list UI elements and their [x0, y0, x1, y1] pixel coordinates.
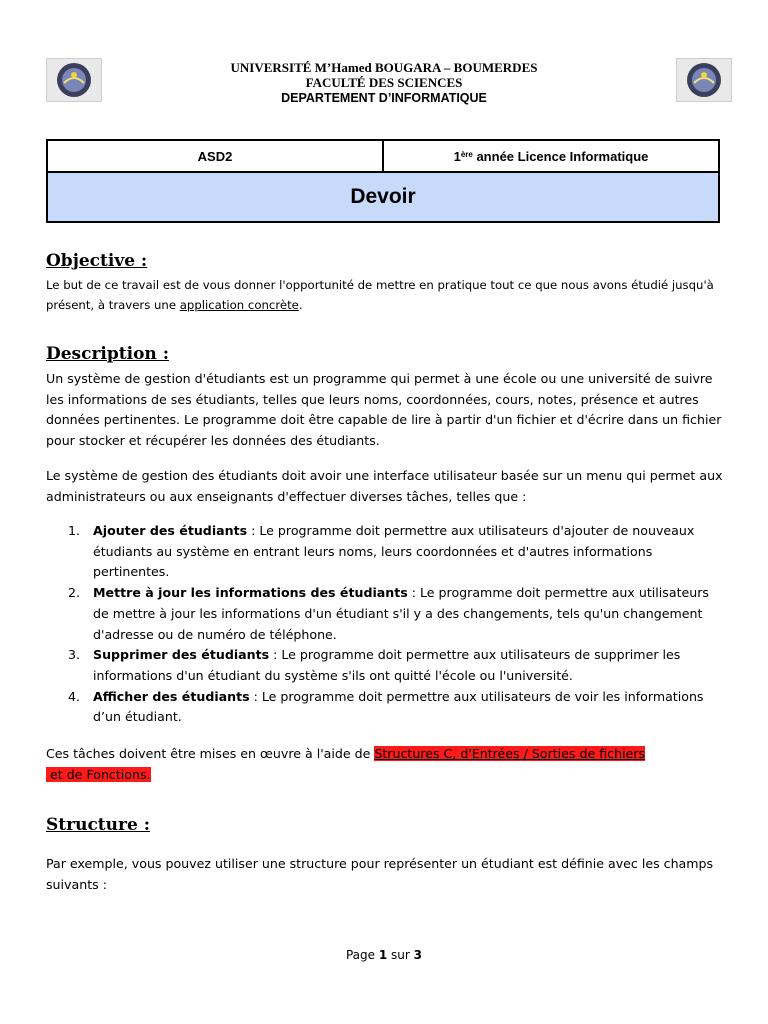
- description-paragraph-3: [46, 744, 726, 785]
- list-item-text: : Le programme doit permettre aux utilisateurs de supprimer les informations d'un étudiant du système s'ils ont quitté l'école ou l'université.: [93, 647, 681, 683]
- task-list: [46, 521, 726, 728]
- page-of-label: sur: [387, 948, 414, 962]
- objective-text: Le but de ce travail est de vous donner l'opportunité de mettre en pratique tout ce que nous avons étudié jusqu'à présent, à travers une: [46, 278, 714, 312]
- list-item-text: : Le programme doit permettre aux utilisateurs d'ajouter de nouveaux étudiants au système en entrant leurs noms, leurs coordonnées et d'autres informations pertinentes.: [93, 523, 695, 580]
- list-item-text: : Le programme doit permettre aux utilisateurs de voir les informations d’un étudiant.: [93, 688, 704, 725]
- page-footer: [0, 948, 768, 962]
- year-rest: année Licence Informatique: [472, 148, 649, 164]
- course-year: [384, 141, 718, 171]
- page-label: Page: [345, 948, 379, 962]
- highlighted-connector: et de: [46, 766, 87, 782]
- list-number: 4.: [68, 688, 81, 704]
- paragraph-text: Ces tâches doivent être mises en œuvre à l'aide de: [46, 746, 375, 761]
- year-number: 1: [453, 148, 461, 164]
- highlighted-structures: Structures C, d'Entrées / Sorties de fichiers: [374, 746, 646, 761]
- list-item: [46, 645, 726, 686]
- page-number: 1: [378, 948, 388, 962]
- course-code: ASD2: [48, 141, 384, 171]
- list-item-title: Afficher des étudiants: [93, 688, 250, 704]
- university-name: UNIVERSITÉ M’Hamed BOUGARA – BOUMERDES: [230, 60, 538, 75]
- page-total: 3: [413, 948, 422, 962]
- list-item-title: Mettre à jour les informations des étudiants: [93, 585, 408, 601]
- course-info-table: [46, 139, 720, 223]
- list-item: [46, 521, 726, 583]
- objective-link: application concrète: [179, 298, 299, 312]
- list-item-title: Supprimer des étudiants: [93, 647, 270, 663]
- list-item-title: Ajouter des étudiants: [93, 523, 248, 538]
- highlighted-functions: Fonctions.: [86, 766, 151, 782]
- list-number: 3.: [68, 647, 81, 663]
- department-name: DEPARTEMENT D’INFORMATIQUE: [281, 91, 487, 105]
- list-item: [46, 583, 726, 645]
- list-item-text: : Le programme doit permettre aux utilisateurs de mettre à jour les informations d'un étudiant s'il y a des changements, tels qu'un changement d'adresse ou de numéro de téléphone.: [93, 585, 709, 642]
- structure-paragraph: Par exemple, vous pouvez utiliser une structure pour représenter un étudiant est définie avec les champs suivants :: [46, 856, 714, 892]
- description-paragraph-1: Un système de gestion d'étudiants est un programme qui permet à une école ou une université de suivre les informations de ses étudiants, telles que leurs noms, coordonnées, cours, notes, présence et autres données pertinentes. Le programme doit être capable de lire à partir d'un fichier et d'écrire dans un fichier pour stocker et récupérer les données des étudiants.: [46, 371, 722, 449]
- course-info-row: [48, 141, 718, 173]
- objective-text-end: .: [298, 298, 303, 312]
- objective-heading: Objective :: [46, 251, 148, 271]
- faculty-name: FACULTÉ DES SCIENCES: [305, 75, 463, 90]
- objective-paragraph: [46, 275, 726, 315]
- description-paragraph-2: Le système de gestion des étudiants doit avoir une interface utilisateur basée sur un menu qui permet aux administrateurs ou aux enseignants d'effectuer diverses tâches, telles que :: [46, 468, 723, 504]
- list-number: 2.: [68, 585, 81, 601]
- structure-heading: Structure :: [46, 815, 150, 835]
- list-item: [46, 687, 726, 728]
- document-header: [0, 60, 768, 107]
- list-number: 1.: [68, 523, 81, 538]
- year-superscript: ère: [460, 149, 473, 159]
- description-heading: Description :: [46, 344, 169, 364]
- document-title: Devoir: [48, 173, 718, 221]
